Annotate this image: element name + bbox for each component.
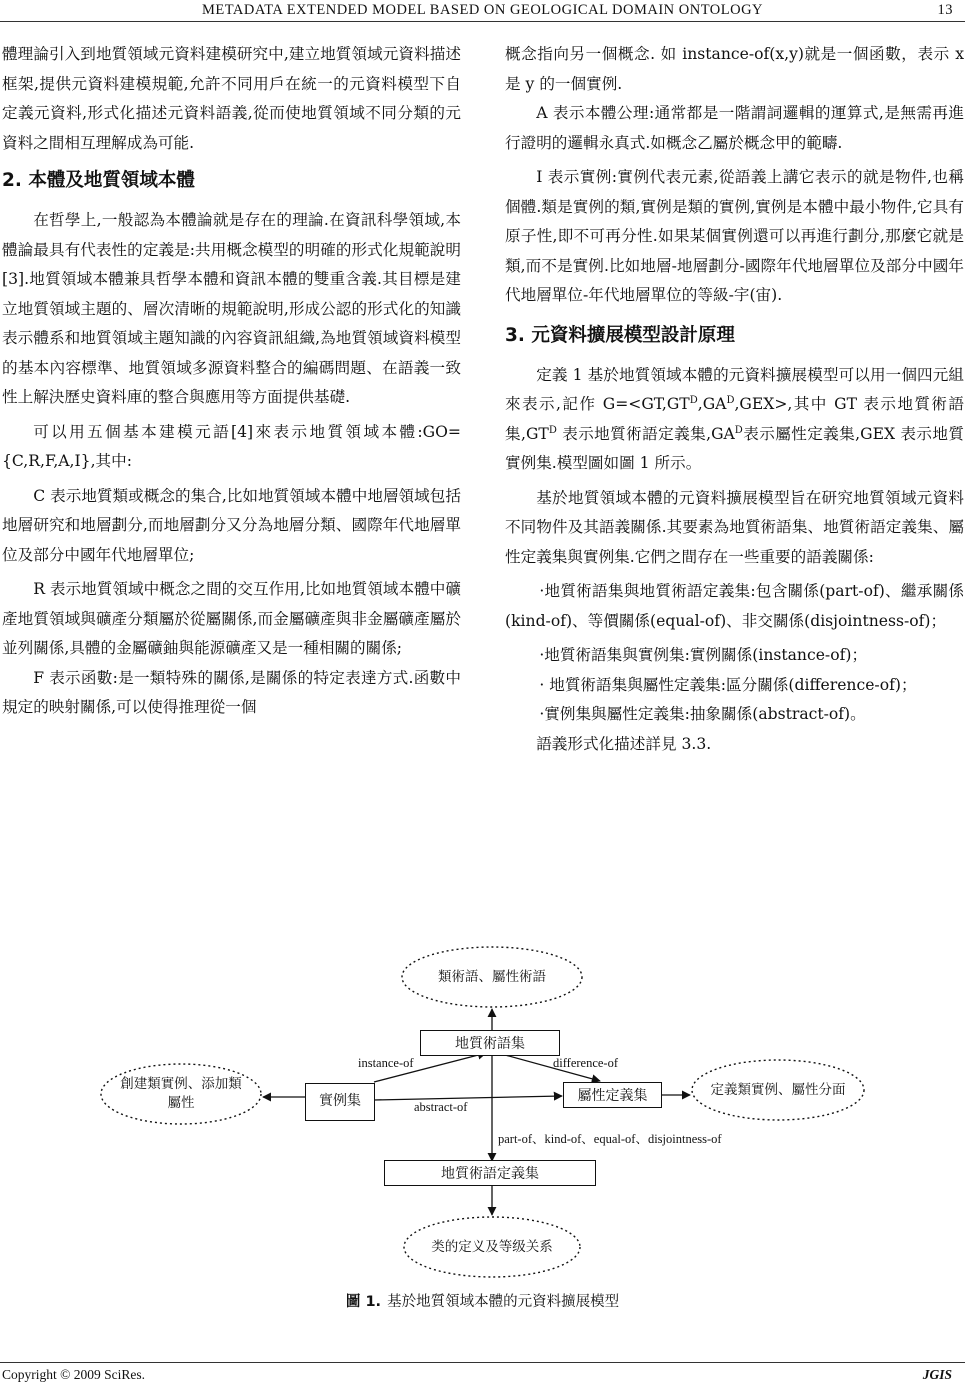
reference-paragraph: 語義形式化描述詳見 3.3. xyxy=(536,734,712,753)
figure-1 xyxy=(0,935,965,1325)
primitive-c-paragraph: C 表示地質類或概念的集合,比如地質領域本體中地層領域包括地層研究和地層劃分,而地層劃分又分為地層分類、國際年代地層單位及部分中國年代地層單位; xyxy=(2,486,461,564)
relation-bullet-2: ·地質術語集與實例集:實例關係(instance-of)； xyxy=(539,646,868,664)
hierarchy-relations-label: part-of、kind-of、equal-of、disjointness-of xyxy=(498,1132,722,1146)
difference-of-label: difference-of xyxy=(553,1056,619,1070)
definition-1-paragraph: 定義 1 基於地質領域本體的元資料擴展模型可以用一個四元組來表示,記作 $G=<GT,GT^D,GA^D,GEX>$,其中 GT 表示地質術語集$,GT^D$ 表示地質術語定義集$,GA^D$表示屬性定義集,GEX 表示地質實例集.模型圖如圖 1 所示。 xyxy=(505,365,964,472)
model-purpose-paragraph: 基於地質領域本體的元資料擴展模型旨在研究地質領域元資料不同物件及其語義關係.其要素為地質術語集、地質術語定義集、屬性定義集與實例集.它們之間存在一些重要的語義關係: xyxy=(505,488,964,566)
header-rule xyxy=(0,21,965,22)
relation-bullet-3: · 地質術語集與屬性定義集:區分關係(difference-of)； xyxy=(539,675,917,694)
journal-abbreviation: JGIS xyxy=(922,1367,952,1382)
ellipse-bottom: 类的定义及等级关系 xyxy=(431,1238,553,1255)
footer xyxy=(2,1367,952,1383)
ellipse-left: 創建類實例、添加類屬性 xyxy=(120,1076,242,1111)
ellipse-top: 類術語、屬性術語 xyxy=(438,968,546,985)
ellipse-right: 定義類實例、屬性分面 xyxy=(710,1081,846,1098)
relation-bullet-4: ·實例集與屬性定義集:抽象關係(abstract-of)。 xyxy=(539,705,866,723)
ontology-definition-paragraph: 在哲學上,一般認為本體論就是存在的理論.在資訊科學領域,本體論最具有代表性的定義是:共用概念模型的明確的形式化規範說明[3].地質領域本體兼具哲學本體和資訊本體的雙重含義.其目標是建立地質領域主題的、層次清晰的規範說明,形成公認的形式化的知識表示體系和地質領域主題知識的內容資訊組織,為地質領域資料模型的基本內容標準、地質領域多源資料整合的編碼問題、在語義一致性上解決歷史資料庫的整合與應用等方面提供基礎. xyxy=(2,211,461,406)
primitive-f-paragraph: F 表示函數:是一類特殊的關係,是關係的特定表達方式.函數中規定的映射關係,可以使得推理從一個 xyxy=(2,668,461,716)
figure-caption xyxy=(0,1290,965,1311)
primitive-i-paragraph: I 表示實例:實例代表元素,從語義上講它表示的就是物件,也稱個體.類是實例的類,實例是類的實例,實例是本體中最小物件,它具有原子性,即不可再分性.如果某個實例還可以再進行劃分,那麼它就是類,而不是實例.比如地層-地層劃分-國際年代地層單位及部分中國年代地層單位-年代地層單位的等級-宇(宙). xyxy=(505,168,964,304)
running-title: METADATA EXTENDED MODEL BASED ON GEOLOGICAL DOMAIN ONTOLOGY xyxy=(201,2,764,18)
footer-rule xyxy=(0,1362,965,1363)
abstract-of-label: abstract-of xyxy=(414,1100,468,1114)
primitive-a-paragraph: A 表示本體公理:通常都是一階謂詞邏輯的運算式,是無需再進行證明的邏輯永真式.如概念乙屬於概念甲的範疇. xyxy=(505,104,964,152)
figure-caption-text: 基於地質領域本體的元資料擴展模型 xyxy=(387,1294,620,1310)
instance-set-box: 實例集 xyxy=(305,1083,375,1121)
instance-of-label: instance-of xyxy=(358,1056,414,1070)
relation-bullet-1: ·地質術語集與地質術語定義集:包含關係(part-of)、繼承關係(kind-of)、等價關係(equal-of)、非交關係(disjointness-of)； xyxy=(505,582,964,630)
left-column xyxy=(2,40,461,723)
attribute-definition-set-box: 屬性定義集 xyxy=(563,1082,662,1108)
term-definition-set-box: 地質術語定義集 xyxy=(384,1160,596,1186)
term-set-box: 地質術語集 xyxy=(420,1030,560,1056)
running-header xyxy=(0,2,965,22)
copyright-notice: Copyright © 2009 SciRes. xyxy=(2,1367,146,1382)
primitive-r-paragraph: R 表示地質領域中概念之間的交互作用,比如地質領域本體中礦產地質領域與礦產分類屬於從屬關係,而金屬礦產與非金屬礦產屬於並列關係,具體的金屬礦鈾與能源礦產又是一種相關的關係; xyxy=(2,580,461,657)
intro-paragraph: 體理論引入到地質領域元資料建模研究中,建立地質領域元資料描述框架,提供元資料建模規範,允許不同用戶在統一的元資料模型下自定義元資料,形式化描述元資料語義,從而使地質領域不同分類的元資料之間相互理解成為可能. xyxy=(2,45,461,152)
right-column xyxy=(505,40,964,759)
abstract-of-arrow xyxy=(374,1096,562,1100)
section-3-heading: 3. 元資料擴展模型設計原理 xyxy=(505,324,735,346)
figure-caption-number: 圖 1. xyxy=(345,1294,382,1310)
primitive-f-continued: 概念指向另一個概念. 如 instance-of(x,y)就是一個函數，表示 x 是 y 的一個實例. xyxy=(505,45,964,93)
section-2-heading: 2. 本體及地質領域本體 xyxy=(2,170,195,191)
page-number: 13 xyxy=(937,2,953,18)
five-primitives-paragraph: 可以用五個基本建模元語[4]來表示地質領域本體:GO={C,R,F,A,I},其中: xyxy=(2,422,461,470)
